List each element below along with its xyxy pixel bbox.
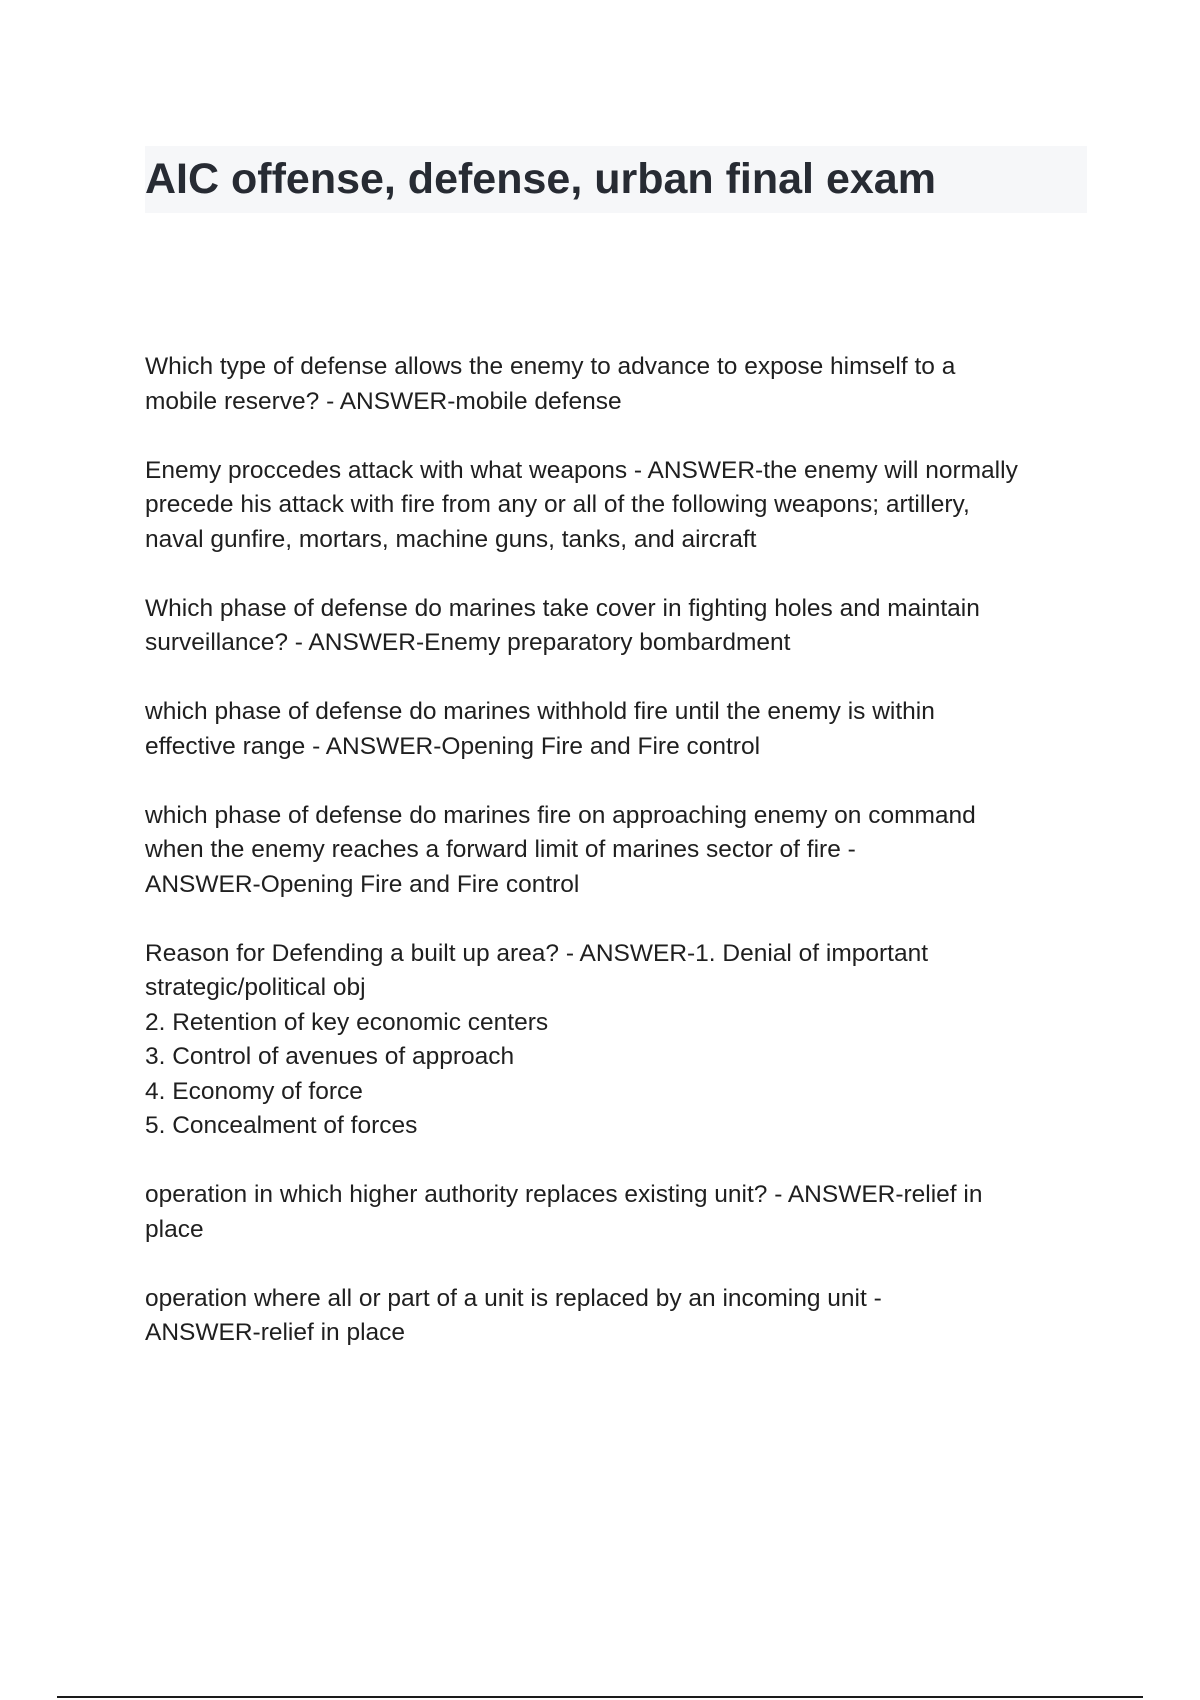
qa-line: ANSWER-relief in place xyxy=(145,1319,406,1346)
qa-item xyxy=(145,937,1095,1144)
qa-line: strategic/political obj xyxy=(145,974,366,1001)
qa-line: Reason for Defending a built up area? - ANSWER-1. Denial of important xyxy=(145,939,929,967)
qa-list xyxy=(145,350,1095,1385)
qa-line: operation in which higher authority replaces existing unit? - ANSWER-relief in xyxy=(145,1181,983,1208)
qa-line: place xyxy=(145,1215,204,1243)
qa-item xyxy=(145,1178,1095,1247)
qa-line: when the enemy reaches a forward limit of marines sector of fire - xyxy=(145,836,856,863)
qa-item xyxy=(145,695,1095,764)
page-title: AIC offense, defense, urban final exam xyxy=(145,155,936,203)
title-band xyxy=(145,146,1087,213)
qa-item xyxy=(145,1282,1095,1351)
qa-line: which phase of defense do marines withhold fire until the enemy is within xyxy=(145,698,935,725)
qa-line: 2. Retention of key economic centers xyxy=(145,1008,549,1036)
qa-line: mobile reserve? - ANSWER-mobile defense xyxy=(145,387,622,415)
qa-line: ANSWER-Opening Fire and Fire control xyxy=(145,870,580,898)
qa-item xyxy=(145,799,1095,903)
qa-line: Enemy proccedes attack with what weapons - ANSWER-the enemy will normally xyxy=(145,456,1018,484)
footer-rule xyxy=(57,1696,1143,1698)
qa-line: effective range - ANSWER-Opening Fire and Fire control xyxy=(145,732,761,760)
qa-item xyxy=(145,592,1095,661)
qa-line: 5. Concealment of forces xyxy=(145,1112,418,1139)
qa-line: 4. Economy of force xyxy=(145,1077,363,1105)
qa-line: Which type of defense allows the enemy to advance to expose himself to a xyxy=(145,353,956,380)
qa-line: which phase of defense do marines fire on approaching enemy on command xyxy=(145,801,976,829)
qa-line: naval gunfire, mortars, machine guns, tanks, and aircraft xyxy=(145,525,757,553)
qa-line: Which phase of defense do marines take cover in fighting holes and maintain xyxy=(145,594,980,622)
qa-line: operation where all or part of a unit is replaced by an incoming unit - xyxy=(145,1284,882,1312)
qa-line: surveillance? - ANSWER-Enemy preparatory bombardment xyxy=(145,629,791,656)
qa-item xyxy=(145,350,1095,419)
qa-line: 3. Control of avenues of approach xyxy=(145,1043,515,1070)
qa-line: precede his attack with fire from any or all of the following weapons; artillery, xyxy=(145,491,970,518)
qa-item xyxy=(145,454,1095,558)
